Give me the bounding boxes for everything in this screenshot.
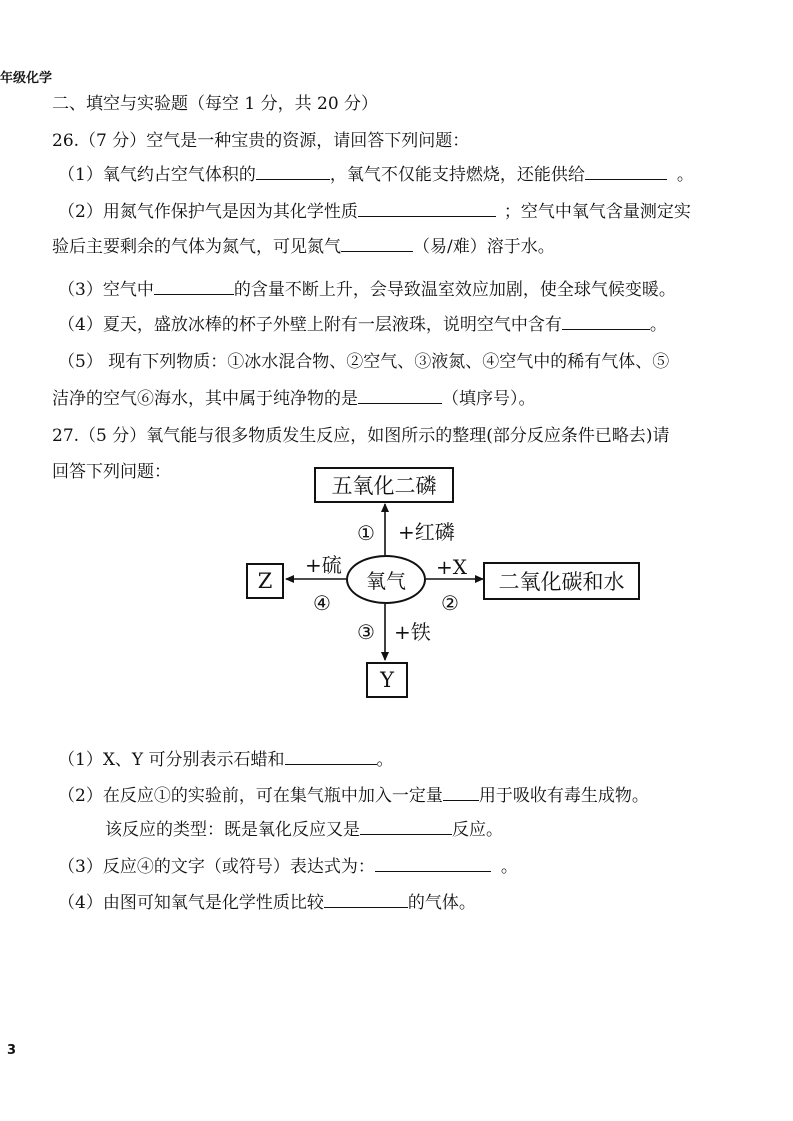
q26-stem: 26.（7 分）空气是一种宝贵的资源，请回答下列问题：: [52, 131, 470, 151]
q26-p2-text-d: （易/难）溶于水。: [413, 237, 555, 257]
q27-part3: [58, 855, 518, 878]
q27-p1-text-a: （1）X、Y 可分别表示石蜡和: [58, 750, 285, 770]
q27-p2-text-a: （2）在反应①的实验前，可在集气瓶中加入一定量: [58, 786, 443, 806]
q26-p4-text-b: 。: [649, 315, 667, 335]
q27-p2-blank-2[interactable]: [360, 818, 452, 835]
page-number: 3: [7, 1043, 17, 1058]
label-reaction-3: ③: [357, 620, 375, 644]
q27-part2-line2: [105, 818, 503, 841]
right-box-co2-water: 二氧化碳和水: [483, 562, 640, 600]
label-red-phosphorus: +红磷: [398, 520, 455, 544]
label-sulfur: +硫: [305, 553, 342, 577]
q26-p5-text-b: 洁净的空气⑥海水，其中属于纯净物的是: [52, 389, 358, 409]
q27-p4-text-a: （4）由图可知氧气是化学性质比较: [58, 893, 324, 913]
oxygen-ellipse: 氧气: [346, 555, 426, 604]
q27-p3-text-b: 。: [500, 857, 518, 877]
bottom-box-y: Y: [366, 662, 408, 698]
q27-p1-text-b: 。: [376, 750, 394, 770]
label-reaction-4: ④: [313, 591, 331, 615]
q27-part1: [58, 748, 394, 771]
q26-p4-text-a: （4）夏天，盛放冰棒的杯子外壁上附有一层液珠，说明空气中含有: [58, 315, 562, 335]
q27-p3-blank[interactable]: [375, 855, 491, 872]
q27-p4-blank[interactable]: [324, 891, 408, 908]
left-box-z: Z: [246, 563, 284, 599]
q26-p5-text-c: （填序号）。: [442, 389, 536, 409]
label-iron: +铁: [394, 620, 431, 644]
q27-stem-line1: 27.（5 分）氧气能与很多物质发生反应，如图所示的整理(部分反应条件已略去)请: [52, 426, 670, 446]
q26-p3-text-b: 的含量不断上升，会导致温室效应加剧，使全球气候变暖。: [233, 280, 676, 300]
q26-p2-text-a: （2）用氮气作保护气是因为其化学性质: [58, 202, 358, 222]
q27-p2-blank-1[interactable]: [443, 784, 479, 801]
q27-p1-blank[interactable]: [285, 748, 377, 765]
q26-part5-line1: （5） 现有下列物质：①冰水混合物、②空气、③液氮、④空气中的稀有气体、⑤: [58, 352, 670, 372]
q27-part4: [58, 891, 476, 914]
grade-subject-header: 年级化学: [0, 71, 53, 86]
q26-p2-text-c: 验后主要剩余的气体为氮气，可见氮气: [52, 237, 341, 257]
label-reaction-1: ①: [357, 521, 375, 545]
q27-p3-text-a: （3）反应④的文字（或符号）表达式为：: [58, 857, 375, 877]
top-box-p2o5: 五氧化二磷: [314, 467, 454, 503]
q27-p2-text-d: 反应。: [452, 820, 503, 840]
q26-p1-text-a: （1）氧气约占空气体积的: [58, 165, 256, 185]
q27-stem-line2: 回答下列问题：: [52, 462, 171, 482]
label-x: +X: [436, 555, 467, 579]
q26-p1-text-c: 。: [676, 165, 694, 185]
q27-p2-text-b: 用于吸收有毒生成物。: [478, 786, 649, 806]
q26-p1-text-b: ，氧气不仅能支持燃烧，还能供给: [329, 165, 585, 185]
q26-p2-text-b: ；空气中氧气含量测定实: [503, 202, 691, 222]
q27-p4-text-b: 的气体。: [407, 893, 476, 913]
label-reaction-2: ②: [441, 591, 459, 615]
q27-p2-text-c: 该反应的类型：既是氧化反应又是: [105, 820, 360, 840]
q26-p3-text-a: （3）空气中: [58, 280, 154, 300]
section-title: 二、填空与实验题（每空 1 分，共 20 分）: [52, 94, 379, 114]
q27-part2-line1: [58, 784, 649, 807]
